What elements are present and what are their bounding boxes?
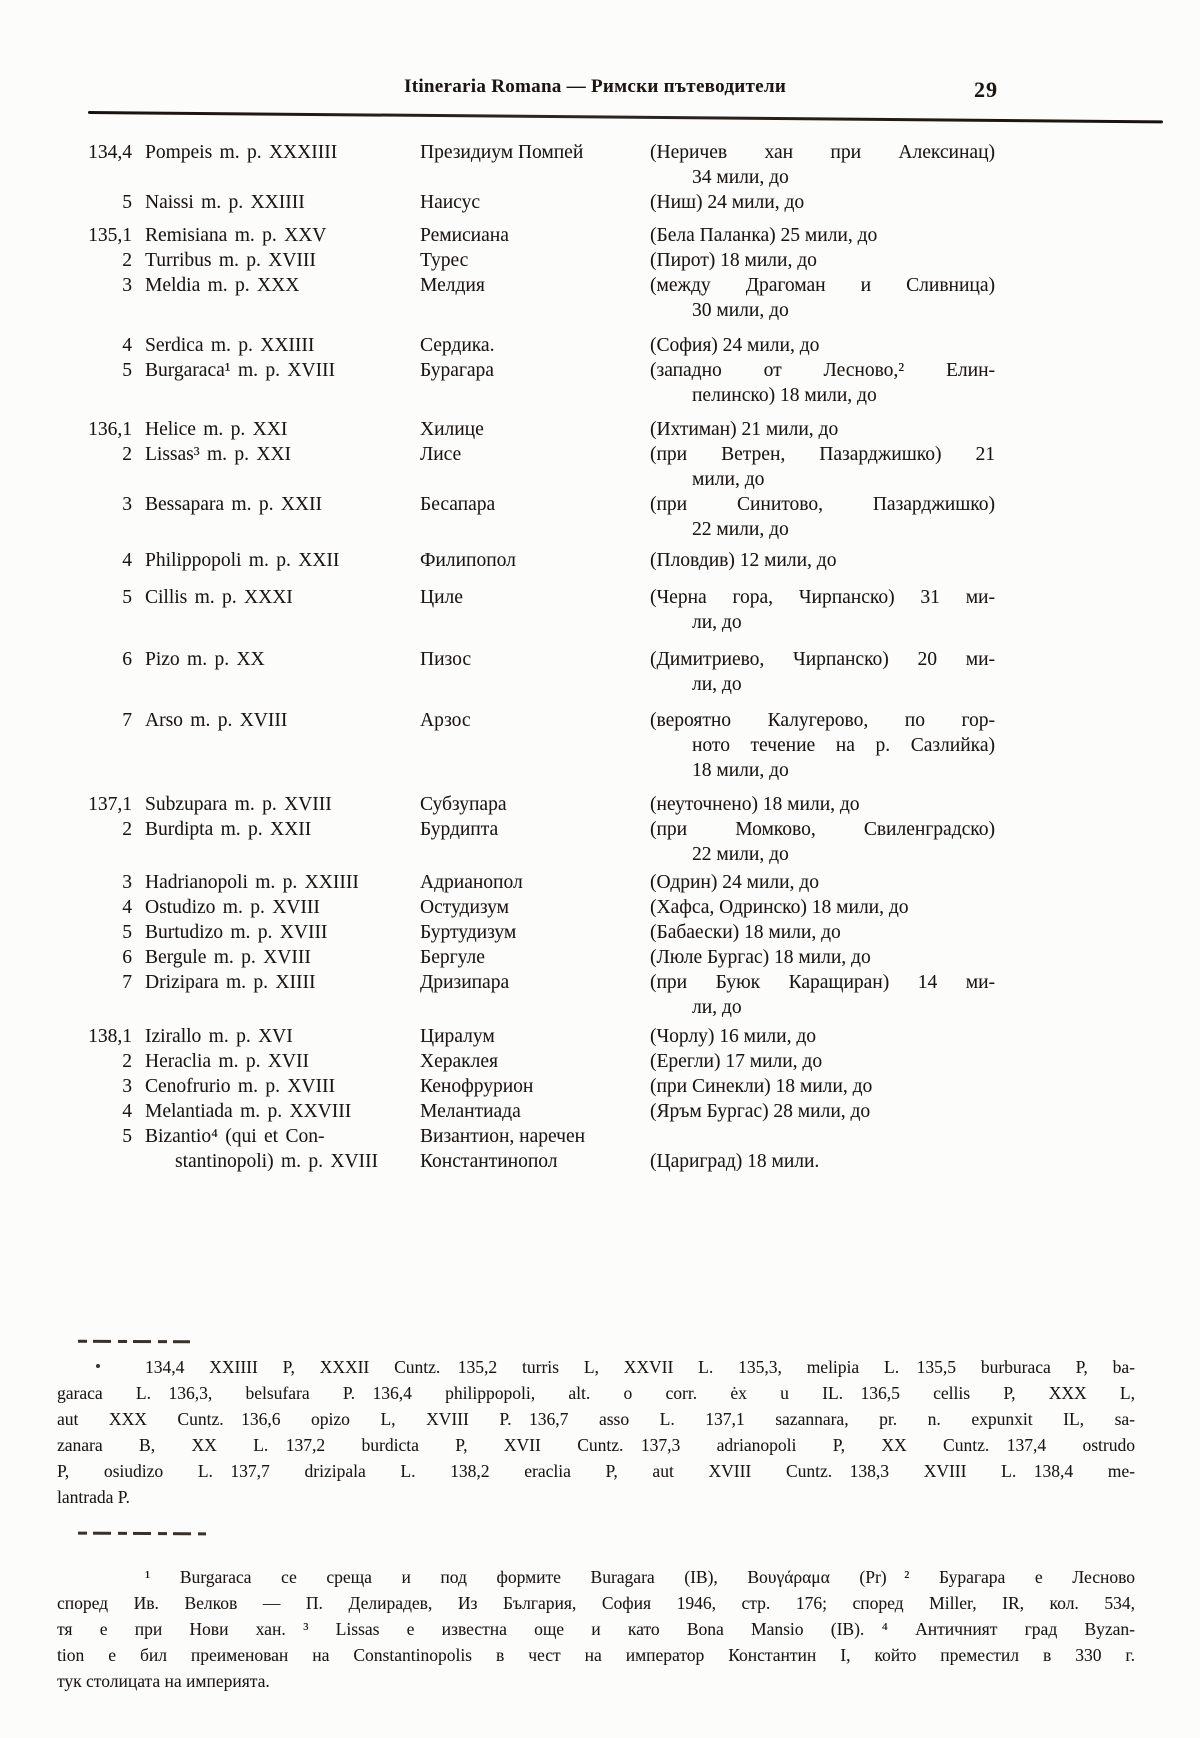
row-latin-name	[145, 945, 420, 970]
row-number: 4	[122, 1101, 132, 1122]
note-text-line: 22 мили, до	[692, 844, 789, 865]
footnote-line: според Ив. Велков — П. Делирадев, Из България, София 1946, стр. 176; според Miller, IR, кол. 534,	[57, 1593, 1135, 1613]
row-number: 2	[122, 250, 132, 271]
row-latin-name	[145, 817, 420, 867]
row-location-note	[650, 708, 995, 783]
note-text-line: 18 мили, до	[692, 760, 789, 781]
row-number: 5	[122, 922, 132, 943]
header-rule	[88, 111, 1163, 123]
row-latin-name	[145, 708, 420, 783]
itinerary-row	[64, 945, 1065, 970]
row-latin-name	[145, 273, 420, 323]
row-bulgarian-name	[420, 870, 650, 895]
itinerary-row	[64, 920, 1065, 945]
latin-line: Lissas³ m. p. XXI	[145, 444, 292, 465]
name-line: Наисус	[420, 192, 480, 213]
note-text-line: (Чорлу) 16 мили, до	[650, 1026, 816, 1047]
row-bulgarian-name	[420, 647, 650, 697]
row-number: 136,1	[88, 419, 132, 440]
itinerary-row	[64, 223, 1065, 248]
footnote-line: ¹ Burgaraca се среща и под формите Buragara (IB), Βουγάραμα (Pr) ² Бурагара е Лесново	[145, 1567, 1135, 1587]
itinerary-row	[64, 492, 1065, 542]
name-line: Сердика.	[420, 335, 495, 356]
note-text-line: (Бела Паланка) 25 мили, до	[650, 225, 878, 246]
row-location-note	[650, 273, 995, 323]
latin-line: Remisiana m. p. XXV	[145, 225, 327, 246]
note-text-line: (неуточнено) 18 мили, до	[650, 794, 860, 815]
latin-line: Philippopoli m. p. XXII	[145, 550, 340, 571]
latin-line: Cenofrurio m. p. XVIII	[145, 1076, 335, 1097]
row-number: 4	[122, 335, 132, 356]
row-latin-name	[145, 1074, 420, 1099]
note-text-line	[650, 1124, 995, 1149]
running-title: Itineraria Romana — Римски пътеводители	[404, 76, 787, 97]
row-number: 6	[122, 649, 132, 670]
row-latin-name	[145, 358, 420, 408]
latin-line: Ostudizo m. p. XVIII	[145, 897, 320, 918]
latin-line: Melantiada m. p. XXVIII	[145, 1101, 352, 1122]
row-number: 2	[122, 819, 132, 840]
itinerary-row	[64, 647, 1065, 697]
row-latin-name	[145, 417, 420, 442]
name-line: Бергуле	[420, 947, 485, 968]
itinerary-row	[64, 548, 1065, 573]
row-bulgarian-name	[420, 358, 650, 408]
latin-line: Bergule m. p. XVIII	[145, 947, 311, 968]
apparatus-line: 134,4 XXIIII P, XXXII Cuntz. 135,2 turris L, XXVII L. 135,3, melipia L. 135,5 burburaca P, ba-	[145, 1357, 1135, 1377]
name-line: Хилице	[420, 419, 484, 440]
row-bulgarian-name	[420, 895, 650, 920]
row-number: 4	[122, 550, 132, 571]
row-bulgarian-name	[420, 708, 650, 783]
note-text-line: (западно от Лесново,² Елин-	[650, 360, 995, 381]
row-location-note	[650, 870, 995, 895]
name-line: Президиум Помпей	[420, 142, 584, 163]
row-location-note	[650, 1024, 995, 1049]
note-text-line: ното течение на р. Сазлийка)	[692, 735, 995, 756]
itinerary-row	[64, 1099, 1065, 1124]
latin-line: Drizipara m. p. XIIII	[145, 972, 316, 993]
row-location-note	[650, 140, 995, 190]
row-latin-name	[145, 442, 420, 492]
latin-line: Helice m. p. XXI	[145, 419, 288, 440]
note-text-line: 22 мили, до	[692, 519, 789, 540]
note-text-line: мили, до	[692, 469, 765, 490]
note-text-line: (Неричев хан при Алексинац)	[650, 142, 995, 163]
row-latin-name	[145, 792, 420, 817]
row-number: 3	[122, 872, 132, 893]
itinerary-row	[64, 870, 1065, 895]
latin-line: Turribus m. p. XVIII	[145, 250, 316, 271]
itinerary-row	[64, 792, 1065, 817]
row-bulgarian-name	[420, 273, 650, 323]
row-number: 3	[122, 494, 132, 515]
name-line: Буртудизум	[420, 922, 517, 943]
row-bulgarian-name	[420, 492, 650, 542]
row-bulgarian-name	[420, 190, 650, 215]
row-latin-name	[145, 647, 420, 697]
name-line: Мелдия	[420, 275, 485, 296]
row-location-note	[650, 1049, 995, 1074]
note-text-line: (Хафса, Одринско) 18 мили, до	[650, 897, 909, 918]
separator-dash-1	[78, 1340, 190, 1344]
row-bulgarian-name	[420, 1049, 650, 1074]
row-location-note	[650, 647, 995, 697]
name-line: Хераклея	[420, 1051, 498, 1072]
name-line: Остудизум	[420, 897, 510, 918]
latin-line: Hadrianopoli m. p. XXIIII	[145, 872, 359, 893]
footnote-line: тя е при Нови хан. ³ Lissas е известна още и като Bona Mansio (IB). ⁴ Античният град Byzan-	[57, 1619, 1135, 1639]
row-bulgarian-name	[420, 817, 650, 867]
name-line: Турес	[420, 250, 469, 271]
row-number: 137,1	[88, 794, 132, 815]
row-latin-name	[145, 223, 420, 248]
name-line: Кенофрурион	[420, 1076, 534, 1097]
note-text-line: (Цариград) 18 мили.	[650, 1151, 820, 1172]
note-text-line: ли, до	[692, 612, 742, 633]
row-bulgarian-name	[420, 1024, 650, 1049]
row-latin-name	[145, 870, 420, 895]
row-location-note	[650, 333, 995, 358]
row-number: 135,1	[88, 225, 132, 246]
note-text-line: ли, до	[692, 997, 742, 1018]
row-bulgarian-name	[420, 1124, 650, 1174]
note-text-line: (Пирот) 18 мили, до	[650, 250, 817, 271]
note-text-line: (при Синекли) 18 мили, до	[650, 1076, 873, 1097]
row-location-note	[650, 190, 995, 215]
latin-line: Cillis m. p. XXXI	[145, 587, 293, 608]
row-number: 5	[122, 360, 132, 381]
itinerary-row	[64, 1074, 1065, 1099]
row-number: 2	[122, 1051, 132, 1072]
itinerary-table	[64, 140, 1065, 1174]
row-latin-name	[145, 895, 420, 920]
itinerary-row	[64, 970, 1065, 1020]
row-bulgarian-name	[420, 223, 650, 248]
row-latin-name	[145, 140, 420, 190]
row-latin-name	[145, 585, 420, 635]
note-text-line: (при Буюк Каращиран) 14 ми-	[650, 972, 995, 993]
note-text-line: 34 мили, до	[692, 167, 789, 188]
separator-dash-2	[78, 1532, 206, 1536]
latin-line: Heraclia m. p. XVII	[145, 1051, 309, 1072]
itinerary-row	[64, 358, 1065, 408]
itinerary-row	[64, 248, 1065, 273]
row-latin-name	[145, 492, 420, 542]
footnote-line: tion е бил преименован на Constantinopolis в чест на император Константин I, който преместил в 330 г.	[57, 1645, 1135, 1665]
latin-line: Izirallo m. p. XVI	[145, 1026, 293, 1047]
row-location-note	[650, 817, 995, 867]
name-line: Мелантиада	[420, 1101, 521, 1122]
row-number: 134,4	[88, 142, 132, 163]
latin-line: stantinopoli) m. p. XVIII	[175, 1151, 379, 1172]
name-line: Филипопол	[420, 550, 516, 571]
row-bulgarian-name	[420, 248, 650, 273]
name-line: Субзупара	[420, 794, 507, 815]
itinerary-row	[64, 1049, 1065, 1074]
latin-line: Bessapara m. p. XXII	[145, 494, 322, 515]
row-number: 7	[122, 710, 132, 731]
footnotes	[57, 1564, 1135, 1694]
itinerary-row	[64, 817, 1065, 867]
row-location-note	[650, 585, 995, 635]
itinerary-row	[64, 442, 1065, 492]
name-line: Пизос	[420, 649, 471, 670]
row-bulgarian-name	[420, 1074, 650, 1099]
row-location-note	[650, 417, 995, 442]
latin-line: Burgaraca¹ m. p. XVIII	[145, 360, 336, 381]
row-latin-name	[145, 1099, 420, 1124]
critical-apparatus	[57, 1354, 1135, 1510]
name-line: Адрианопол	[420, 872, 523, 893]
apparatus-line: lantrada P.	[57, 1487, 130, 1507]
ink-speck	[96, 1364, 100, 1368]
row-location-note	[650, 792, 995, 817]
footnote-line: тук столицата на империята.	[57, 1671, 270, 1691]
row-number: 6	[122, 947, 132, 968]
note-text-line: (Ниш) 24 мили, до	[650, 192, 805, 213]
row-latin-name	[145, 1024, 420, 1049]
row-number: 7	[122, 972, 132, 993]
row-location-note	[650, 358, 995, 408]
name-line: Дризипара	[420, 972, 510, 993]
row-number: 4	[122, 897, 132, 918]
row-bulgarian-name	[420, 333, 650, 358]
latin-line: Naissi m. p. XXIIII	[145, 192, 305, 213]
row-location-note	[650, 223, 995, 248]
row-number: 138,1	[88, 1026, 132, 1047]
row-location-note	[650, 970, 995, 1020]
page-number: 29	[974, 77, 998, 102]
latin-line: Pompeis m. p. XXXIIII	[145, 142, 338, 163]
note-text-line: (Ихтиман) 21 мили, до	[650, 419, 839, 440]
row-location-note	[650, 492, 995, 542]
latin-line: Serdica m. p. XXIIII	[145, 335, 315, 356]
name-line: Бурдипта	[420, 819, 499, 840]
itinerary-row	[64, 1124, 1065, 1174]
row-location-note	[650, 945, 995, 970]
row-number: 3	[122, 1076, 132, 1097]
note-text-line: пелинско) 18 мили, до	[692, 385, 877, 406]
latin-line: Meldia m. p. XXX	[145, 275, 300, 296]
note-text-line: (Одрин) 24 мили, до	[650, 872, 819, 893]
row-location-note	[650, 442, 995, 492]
note-text-line: (София) 24 мили, до	[650, 335, 820, 356]
itinerary-row	[64, 417, 1065, 442]
apparatus-line: aut XXX Cuntz. 136,6 opizo L, XVIII P. 136,7 asso L. 137,1 sazannara, pr. n. expunxit IL, sa-	[57, 1409, 1135, 1429]
row-latin-name	[145, 190, 420, 215]
note-text-line: (между Драгоман и Сливница)	[650, 275, 995, 296]
row-bulgarian-name	[420, 140, 650, 190]
row-bulgarian-name	[420, 792, 650, 817]
note-text-line: (Димитриево, Чирпанско) 20 ми-	[650, 649, 995, 670]
row-location-note	[650, 248, 995, 273]
itinerary-row	[64, 585, 1065, 635]
row-bulgarian-name	[420, 585, 650, 635]
name-line: Циралум	[420, 1026, 495, 1047]
name-line: Константинопол	[420, 1151, 558, 1172]
row-latin-name	[145, 548, 420, 573]
itinerary-row	[64, 140, 1065, 190]
name-line: Ремисиана	[420, 225, 509, 246]
note-text-line: (Пловдив) 12 мили, до	[650, 550, 837, 571]
note-text-line: (при Момково, Свиленградско)	[650, 819, 995, 840]
row-latin-name	[145, 333, 420, 358]
note-text-line: (Бабаески) 18 мили, до	[650, 922, 841, 943]
note-text-line: (при Синитово, Пазарджишко)	[650, 494, 995, 515]
row-location-note	[650, 1099, 995, 1124]
row-latin-name	[145, 1124, 420, 1174]
note-text-line: 30 мили, до	[692, 300, 789, 321]
note-text-line: (при Ветрен, Пазарджишко) 21	[650, 444, 995, 465]
itinerary-row	[64, 708, 1065, 783]
row-latin-name	[145, 248, 420, 273]
note-text-line: ли, до	[692, 674, 742, 695]
row-location-note	[650, 548, 995, 573]
apparatus-line: zanara B, XX L. 137,2 burdicta P, XVII Cuntz. 137,3 adrianopoli P, XX Cuntz. 137,4 ostrudo	[57, 1435, 1135, 1455]
row-location-note	[650, 895, 995, 920]
row-location-note	[650, 1124, 995, 1174]
note-text-line: (Люле Бургас) 18 мили, до	[650, 947, 871, 968]
itinerary-row	[64, 1024, 1065, 1049]
name-line: Лисе	[420, 444, 462, 465]
name-line: Бесапара	[420, 494, 496, 515]
row-location-note	[650, 920, 995, 945]
latin-line: Subzupara m. p. XVIII	[145, 794, 332, 815]
note-text-line: (Черна гора, Чирпанско) 31 ми-	[650, 587, 995, 608]
name-line: Арзос	[420, 710, 471, 731]
row-bulgarian-name	[420, 548, 650, 573]
note-text-line: (Ерегли) 17 мили, до	[650, 1051, 823, 1072]
row-number: 3	[122, 275, 132, 296]
row-number: 5	[122, 1126, 132, 1147]
row-latin-name	[145, 970, 420, 1020]
row-bulgarian-name	[420, 920, 650, 945]
row-number: 2	[122, 444, 132, 465]
itinerary-row	[64, 273, 1065, 323]
row-bulgarian-name	[420, 945, 650, 970]
itinerary-row	[64, 190, 1065, 215]
row-number: 5	[122, 587, 132, 608]
latin-line: Burtudizo m. p. XVIII	[145, 922, 328, 943]
row-bulgarian-name	[420, 442, 650, 492]
latin-line: Arso m. p. XVIII	[145, 710, 288, 731]
itinerary-row	[64, 895, 1065, 920]
note-text-line: (вероятно Калугерово, по гор-	[650, 710, 995, 731]
itinerary-row	[64, 333, 1065, 358]
row-latin-name	[145, 920, 420, 945]
row-bulgarian-name	[420, 970, 650, 1020]
latin-line: Burdipta m. p. XXII	[145, 819, 312, 840]
row-bulgarian-name	[420, 417, 650, 442]
note-text-line: (Яръм Бургас) 28 мили, до	[650, 1101, 871, 1122]
name-line: Бурагара	[420, 360, 494, 381]
name-line: Византион, наречен	[420, 1126, 586, 1147]
row-bulgarian-name	[420, 1099, 650, 1124]
latin-line: Pizo m. p. XX	[145, 649, 265, 670]
apparatus-line: P, osiudizo L. 137,7 drizipala L. 138,2 eraclia P, aut XVIII Cuntz. 138,3 XVIII L. 138,4 me-	[57, 1461, 1135, 1481]
row-latin-name	[145, 1049, 420, 1074]
row-location-note	[650, 1074, 995, 1099]
apparatus-line: garaca L. 136,3, belsufara P. 136,4 philippopoli, alt. o corr. ėx u IL. 136,5 cellis P, XXX L,	[57, 1383, 1135, 1403]
latin-line: Bizantio⁴ (qui et Con-	[145, 1126, 325, 1147]
name-line: Циле	[420, 587, 463, 608]
row-number: 5	[122, 192, 132, 213]
